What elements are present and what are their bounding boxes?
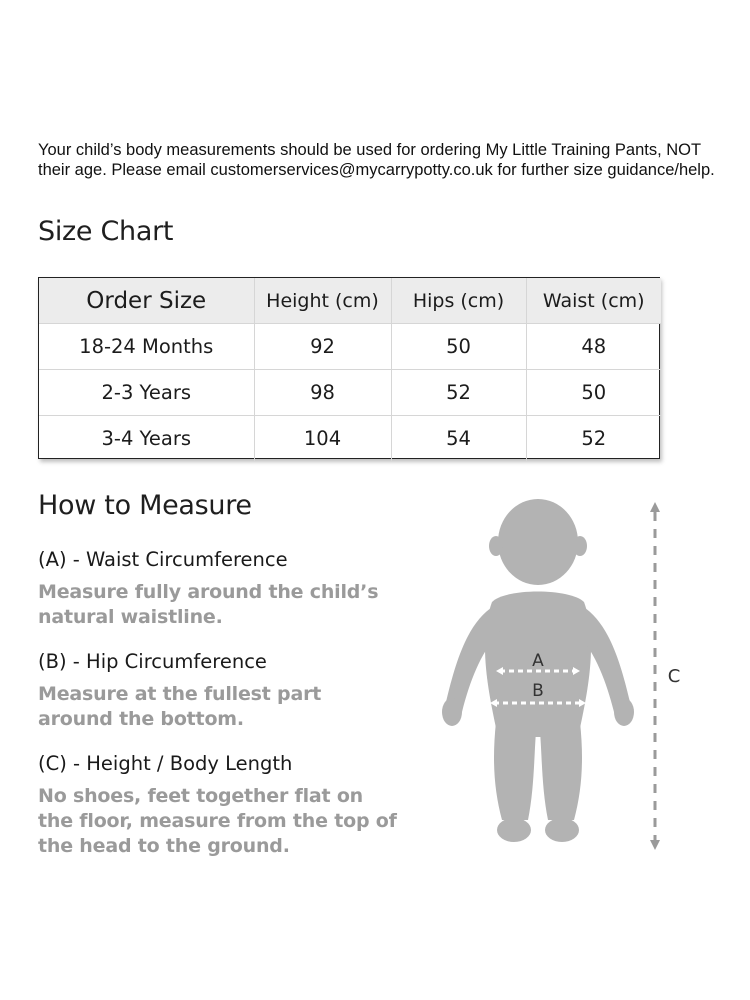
baby-measurement-figure [430, 490, 710, 860]
cell-height: 92 [254, 324, 391, 370]
label-b: B [532, 681, 544, 701]
cell-order-size: 18-24 Months [39, 324, 254, 370]
label-c: C [667, 666, 681, 687]
header-height: Height (cm) [254, 278, 391, 324]
measure-item-height [38, 752, 398, 859]
cell-waist: 48 [526, 324, 661, 370]
cell-height: 98 [254, 370, 391, 416]
measure-heading: (A) - Waist Circumference [38, 548, 288, 571]
measure-item-waist [38, 548, 398, 630]
cell-order-size: 3-4 Years [39, 416, 254, 462]
cell-hips: 52 [391, 370, 526, 416]
intro-text: Your child’s body measurements should be used for ordering My Little Training Pants, NOT their age. Please email customerservices@mycarrypotty.co.uk for further size guidance/help. [38, 141, 715, 179]
cell-hips: 54 [391, 416, 526, 462]
measure-item-hip [38, 650, 398, 732]
measure-heading: (B) - Hip Circumference [38, 650, 267, 673]
table-row [39, 324, 661, 370]
measure-description: Measure fully around the child’s natural waistline. [38, 581, 379, 628]
header-order-size: Order Size [39, 278, 254, 324]
header-waist: Waist (cm) [526, 278, 661, 324]
label-a: A [532, 651, 544, 671]
measure-description: No shoes, feet together flat on the floor, measure from the top of the head to the ground. [38, 785, 397, 857]
table-row [39, 370, 661, 416]
table-row [39, 416, 661, 462]
how-to-measure-title: How to Measure [38, 490, 252, 521]
measure-description: Measure at the fullest part around the bottom. [38, 683, 322, 730]
cell-waist: 52 [581, 427, 607, 450]
cell-waist: 50 [526, 370, 661, 416]
size-chart-table [38, 277, 660, 459]
height-guide-line [650, 502, 660, 850]
cell-hips: 50 [391, 324, 526, 370]
header-hips: Hips (cm) [391, 278, 526, 324]
measure-heading: (C) - Height / Body Length [38, 752, 293, 775]
size-chart-title: Size Chart [38, 216, 174, 247]
cell-order-size: 2-3 Years [39, 370, 254, 416]
cell-height: 104 [254, 416, 391, 462]
table-header-row [39, 278, 661, 324]
